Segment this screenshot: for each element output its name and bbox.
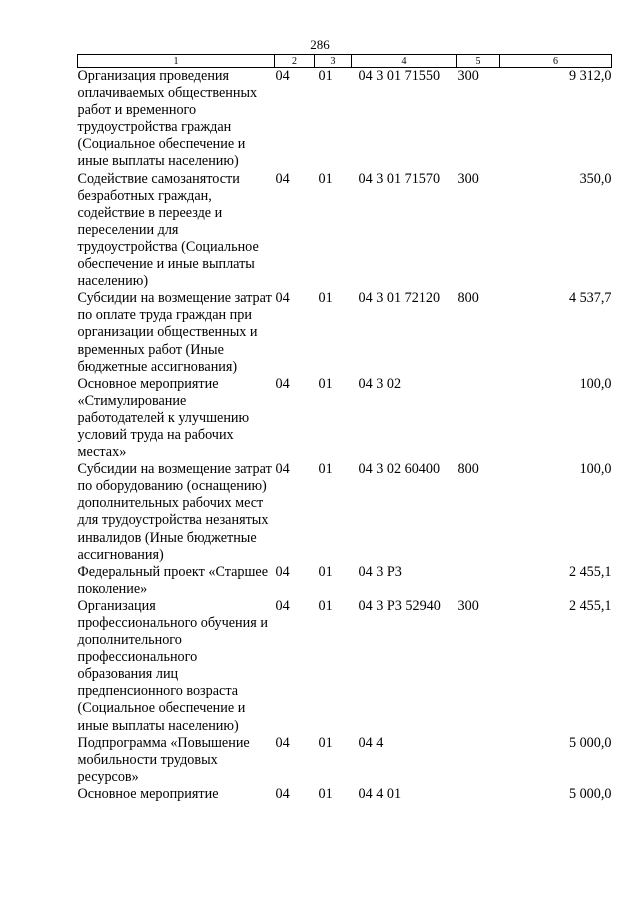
row-expense-type bbox=[457, 735, 500, 786]
row-expense-type: 300 bbox=[457, 170, 479, 187]
row-amount: 4 537,7 bbox=[568, 290, 612, 307]
table-row bbox=[78, 290, 612, 375]
row-subsection: 01 bbox=[318, 563, 333, 580]
row-expense-type bbox=[457, 376, 500, 461]
row-section: 04 bbox=[275, 375, 290, 392]
row-expense-type bbox=[457, 786, 500, 803]
row-name: Организация профессионального обучения и дополнительного профессионального образования лиц предпенсионного возраста (Социальное обеспечение и иные выплаты населению) bbox=[77, 597, 268, 734]
row-amount: 2 455,1 bbox=[568, 597, 612, 614]
row-expense-type bbox=[457, 564, 500, 598]
row-subsection: 01 bbox=[318, 785, 333, 802]
row-target-code: 04 3 P3 52940 bbox=[358, 597, 441, 614]
row-amount: 100,0 bbox=[579, 461, 612, 478]
table-row bbox=[78, 376, 612, 461]
row-name: Подпрограмма «Повышение мобильности трудовых ресурсов» bbox=[77, 734, 250, 785]
row-amount: 5 000,0 bbox=[568, 734, 612, 751]
row-expense-type: 800 bbox=[457, 461, 479, 478]
row-target-code: 04 3 P3 bbox=[358, 563, 402, 580]
header-col-1: 1 bbox=[78, 55, 275, 68]
table-header-row bbox=[78, 55, 612, 68]
header-col-6: 6 bbox=[500, 55, 612, 68]
table-row bbox=[78, 786, 612, 803]
row-target-code: 04 3 01 71550 bbox=[358, 68, 441, 84]
row-name: Федеральный проект «Старшее поколение» bbox=[77, 563, 269, 597]
row-section: 04 bbox=[275, 290, 290, 307]
row-target-code: 04 3 01 71570 bbox=[358, 170, 441, 187]
budget-table bbox=[77, 54, 612, 803]
row-target-code: 04 3 01 72120 bbox=[358, 290, 441, 307]
row-name: Содействие самозанятости безработных граждан, содействие в переезде и переселении для трудоустройства (Социальное обеспечение и иные выплаты населению) bbox=[77, 170, 259, 290]
row-target-code: 04 4 bbox=[358, 734, 384, 751]
row-section: 04 bbox=[275, 170, 290, 187]
row-amount: 5 000,0 bbox=[568, 785, 612, 802]
row-expense-type: 300 bbox=[457, 597, 479, 614]
row-subsection: 01 bbox=[318, 461, 333, 478]
table-row bbox=[78, 68, 612, 171]
row-name: Субсидии на возмещение затрат по оборудованию (оснащению) дополнительных рабочих мест для трудоустройства незанятых инвалидов (Иные бюджетные ассигнования) bbox=[77, 461, 272, 563]
table-row bbox=[78, 598, 612, 735]
table-row bbox=[78, 564, 612, 598]
row-section: 04 bbox=[275, 785, 290, 802]
row-name: Основное мероприятие bbox=[77, 785, 219, 802]
table-row bbox=[78, 735, 612, 786]
row-name: Основное мероприятие «Стимулирование работодателей к улучшению условий труда на рабочих местах» bbox=[77, 375, 250, 461]
row-section: 04 bbox=[275, 563, 290, 580]
row-name: Субсидии на возмещение затрат по оплате труда граждан при организации общественных и временных работ (Иные бюджетные ассигнования) bbox=[77, 290, 272, 375]
header-col-3: 3 bbox=[315, 55, 352, 68]
row-target-code: 04 4 01 bbox=[358, 785, 402, 802]
row-expense-type: 300 bbox=[457, 68, 479, 84]
header-col-5: 5 bbox=[457, 55, 500, 68]
row-amount: 9 312,0 bbox=[568, 68, 612, 84]
row-target-code: 04 3 02 60400 bbox=[358, 461, 441, 478]
row-section: 04 bbox=[275, 68, 290, 84]
row-expense-type: 800 bbox=[457, 290, 479, 307]
row-amount: 350,0 bbox=[579, 170, 612, 187]
row-amount: 2 455,1 bbox=[568, 563, 612, 580]
row-amount: 100,0 bbox=[579, 375, 612, 392]
row-subsection: 01 bbox=[318, 68, 333, 84]
header-col-2: 2 bbox=[275, 55, 315, 68]
row-subsection: 01 bbox=[318, 597, 333, 614]
row-section: 04 bbox=[275, 597, 290, 614]
table-row bbox=[78, 171, 612, 291]
row-subsection: 01 bbox=[318, 734, 333, 751]
row-section: 04 bbox=[275, 461, 290, 478]
row-section: 04 bbox=[275, 734, 290, 751]
row-subsection: 01 bbox=[318, 170, 333, 187]
row-subsection: 01 bbox=[318, 375, 333, 392]
row-subsection: 01 bbox=[318, 290, 333, 307]
header-col-4: 4 bbox=[352, 55, 457, 68]
table-row bbox=[78, 461, 612, 564]
row-target-code: 04 3 02 bbox=[358, 375, 402, 392]
row-name: Организация проведения оплачиваемых общественных работ и временного трудоустройства граждан (Социальное обеспечение и иные выплаты населению) bbox=[77, 68, 258, 170]
page-number: 286 bbox=[310, 37, 330, 52]
